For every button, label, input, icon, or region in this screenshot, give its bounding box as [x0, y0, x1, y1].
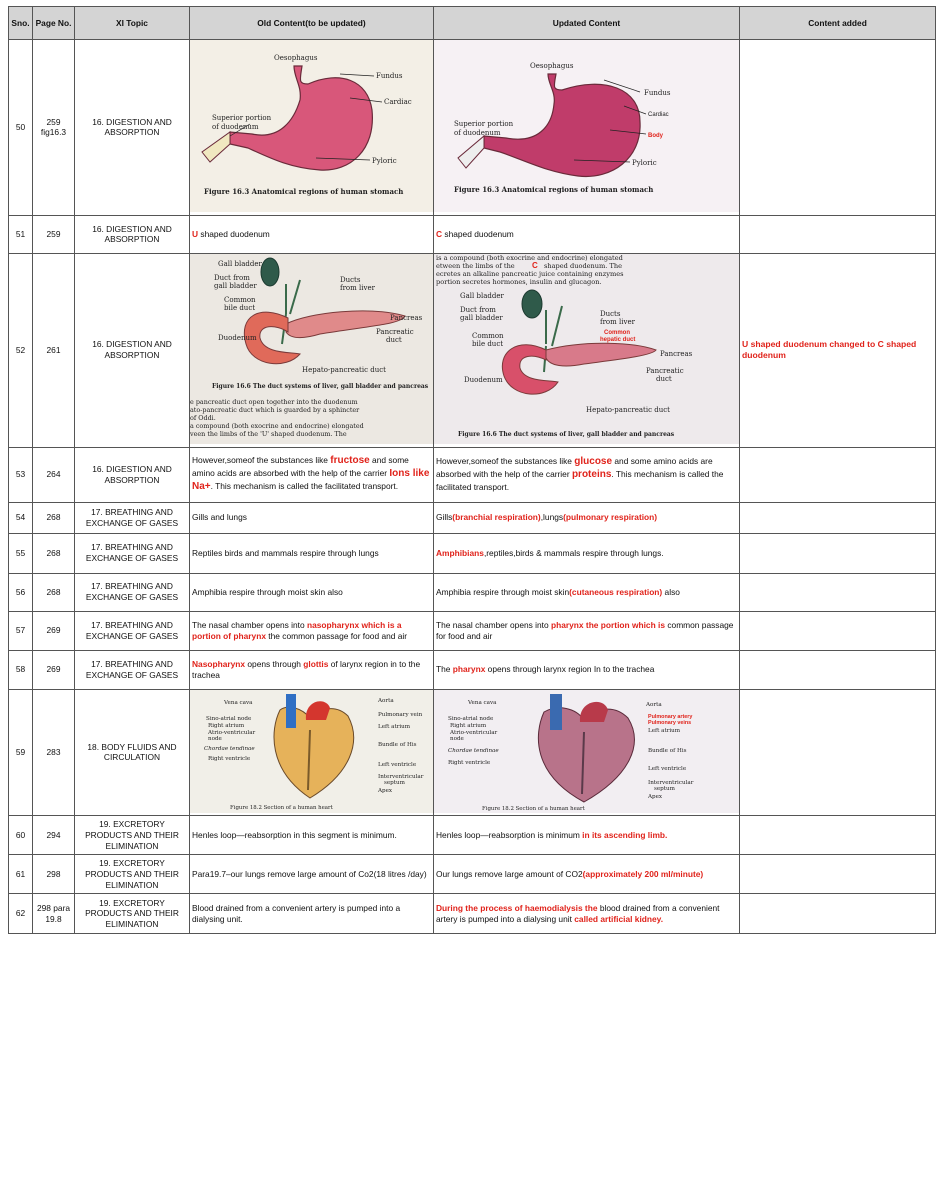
figure-caption: Figure 16.3 Anatomical regions of human stomach [204, 187, 404, 196]
svg-text:Ducts: Ducts [600, 309, 621, 318]
svg-text:Apex: Apex [378, 787, 393, 794]
content-added-cell [740, 611, 936, 650]
old-content-cell [190, 40, 434, 216]
svg-text:ato-pancreatic duct which is g: ato-pancreatic duct which is guarded by a sphincter [190, 405, 360, 414]
topic-cell: 19. EXCRETORY PRODUCTS AND THEIR ELIMINATION [75, 816, 190, 855]
table-row [9, 447, 936, 502]
sno-cell: 61 [9, 855, 33, 894]
table-row [9, 816, 936, 855]
svg-text:Sino-atrial node: Sino-atrial node [206, 715, 252, 722]
old-content-cell: Gills and lungs [190, 502, 434, 533]
updated-content-cell: Amphibia respire through moist skin(cutaneous respiration) also [434, 573, 740, 611]
svg-text:Figure 18.2 Section of a human: Figure 18.2 Section of a human heart [482, 805, 585, 812]
topic-cell: 19. EXCRETORY PRODUCTS AND THEIR ELIMINATION [75, 894, 190, 934]
svg-text:Left ventricle: Left ventricle [378, 761, 417, 768]
svg-text:Hepato-pancreatic duct: Hepato-pancreatic duct [302, 365, 386, 374]
old-content-cell: However,someof the substances like fructose and some amino acids are absorbed with the help of the carrier Ions like Na+. This mechanism is called the facilitated transport. [190, 447, 434, 502]
topic-cell: 16. DIGESTION AND ABSORPTION [75, 215, 190, 253]
svg-text:duct: duct [656, 374, 672, 383]
svg-text:Gall bladder: Gall bladder [218, 259, 262, 268]
updated-content-cell [434, 40, 740, 216]
svg-text:from liver: from liver [600, 317, 635, 326]
old-content-cell: Amphibia respire through moist skin also [190, 573, 434, 611]
label-pyloric: Pyloric [632, 159, 657, 167]
svg-text:Bundle of His: Bundle of His [648, 747, 687, 754]
svg-text:septum: septum [654, 785, 675, 792]
svg-text:Interventricular: Interventricular [378, 773, 424, 780]
content-added-cell [740, 533, 936, 573]
old-content-cell [190, 689, 434, 816]
duct-system-diagram [434, 254, 739, 444]
duct-figure-new [434, 254, 739, 447]
svg-text:Right ventricle: Right ventricle [448, 759, 491, 766]
sno-cell: 50 [9, 40, 33, 216]
svg-text:Right atrium: Right atrium [208, 722, 245, 729]
page-cell: 269 [33, 611, 75, 650]
header-sno: Sno. [9, 7, 33, 40]
content-added-cell [740, 215, 936, 253]
content-added-cell [740, 855, 936, 894]
stomach-figure-old [190, 40, 433, 215]
svg-text:duct: duct [386, 335, 402, 344]
updated-content-cell: Our lungs remove large amount of CO2(approximately 200 ml/minute) [434, 855, 740, 894]
topic-cell: 17. BREATHING AND EXCHANGE OF GASES [75, 573, 190, 611]
svg-text:Pancreas: Pancreas [660, 349, 693, 358]
updated-content-cell [434, 253, 740, 447]
header-updated-content: Updated Content [434, 7, 740, 40]
label-cardiac: Cardiac [648, 112, 669, 118]
header-old-content: Old Content(to be updated) [190, 7, 434, 40]
updated-content-cell: However,someof the substances like glucose and some amino acids are absorbed with the help of the carrier proteins. This mechanism is called the facilitated transport. [434, 447, 740, 502]
sno-cell: 52 [9, 253, 33, 447]
table-row [9, 502, 936, 533]
svg-text:Common: Common [472, 331, 504, 340]
heart-section-diagram [434, 690, 739, 813]
svg-text:Duct from: Duct from [460, 305, 496, 314]
updated-content-cell: The nasal chamber opens into pharynx the portion which is common passage for food and air [434, 611, 740, 650]
svg-text:Left atrium: Left atrium [378, 723, 411, 730]
svg-text:node: node [450, 735, 464, 742]
table-row [9, 573, 936, 611]
svg-text:Atrio-ventricular: Atrio-ventricular [208, 729, 256, 736]
label-superior-portion: Superior portion [212, 114, 272, 122]
svg-text:Interventricular: Interventricular [648, 779, 694, 786]
label-of-duodenum: of duodenum [212, 123, 259, 131]
old-content-cell [190, 253, 434, 447]
page-cell: 298 [33, 855, 75, 894]
svg-text:hepatic duct: hepatic duct [600, 336, 636, 343]
table-row [9, 533, 936, 573]
svg-text:of Oddi.: of Oddi. [190, 413, 216, 422]
topic-cell: 17. BREATHING AND EXCHANGE OF GASES [75, 502, 190, 533]
page-cell: 259 [33, 215, 75, 253]
stomach-figure-new [434, 40, 739, 215]
duct-figure-old [190, 254, 433, 447]
svg-text:Gall bladder: Gall bladder [460, 291, 504, 300]
topic-cell: 16. DIGESTION AND ABSORPTION [75, 40, 190, 216]
svg-text:Pulmonary artery: Pulmonary artery [648, 713, 693, 720]
svg-text:Pancreatic: Pancreatic [646, 366, 684, 375]
topic-cell: 17. BREATHING AND EXCHANGE OF GASES [75, 650, 190, 689]
svg-text:Pancreas: Pancreas [390, 313, 423, 322]
content-added-cell [740, 816, 936, 855]
content-added-cell [740, 650, 936, 689]
heart-section-diagram [190, 690, 433, 813]
content-added-cell [740, 447, 936, 502]
content-added-cell [740, 502, 936, 533]
svg-text:Atrio-ventricular: Atrio-ventricular [450, 729, 498, 736]
table-row [9, 650, 936, 689]
svg-text:gall bladder: gall bladder [214, 281, 257, 290]
page-cell: 298 para 19.8 [33, 894, 75, 934]
page-cell: 268 [33, 502, 75, 533]
header-content-added: Content added [740, 7, 936, 40]
heart-figure-old [190, 690, 433, 816]
content-added-cell: U shaped duodenum changed to C shaped duodenum [740, 253, 936, 447]
svg-text:node: node [208, 735, 222, 742]
svg-text:Right atrium: Right atrium [450, 722, 487, 729]
updated-content-cell: Amphibians,reptiles,birds & mammals respire through lungs. [434, 533, 740, 573]
content-added-cell [740, 40, 936, 216]
label-oesophagus: Oesophagus [530, 62, 574, 70]
svg-text:Vena cava: Vena cava [224, 699, 253, 706]
svg-text:Duodenum: Duodenum [464, 375, 503, 384]
old-content-cell: Henles loop—reabsorption in this segment is minimum. [190, 816, 434, 855]
svg-text:Bundle of His: Bundle of His [378, 741, 417, 748]
svg-text:Figure 18.2 Section of a human: Figure 18.2 Section of a human heart [230, 804, 333, 811]
table-row [9, 894, 936, 934]
updated-content-cell: Henles loop—reabsorption is minimum in its ascending limb. [434, 816, 740, 855]
svg-text:from liver: from liver [340, 283, 375, 292]
updated-content-cell [434, 689, 740, 816]
old-content-cell: Para19.7–our lungs remove large amount of Co2(18 litres /day) [190, 855, 434, 894]
svg-text:Chordae tendinae: Chordae tendinae [448, 747, 499, 754]
svg-text:Common: Common [224, 295, 256, 304]
svg-text:ecretes an alkaline pancreatic: ecretes an alkaline pancreatic juice containing enzymes [436, 269, 624, 278]
svg-text:Chordae tendinae: Chordae tendinae [204, 745, 255, 752]
header-page: Page No. [33, 7, 75, 40]
svg-text:Common: Common [604, 329, 630, 336]
page-cell: 294 [33, 816, 75, 855]
sno-cell: 55 [9, 533, 33, 573]
updated-content-cell: Gills(branchial respiration),lungs(pulmonary respiration) [434, 502, 740, 533]
sno-cell: 51 [9, 215, 33, 253]
sno-cell: 57 [9, 611, 33, 650]
content-added-cell [740, 573, 936, 611]
svg-text:Figure 16.6 The duct systems o: Figure 16.6 The duct systems of liver, gall bladder and pancreas [212, 382, 429, 390]
svg-text:gall bladder: gall bladder [460, 313, 503, 322]
content-update-table [8, 6, 936, 934]
label-pyloric: Pyloric [372, 157, 397, 165]
svg-text:portion secretes hormones, ins: portion secretes hormones, insulin and glucagon. [436, 277, 602, 286]
heart-figure-new [434, 690, 739, 816]
page-cell: 259 fig16.3 [33, 40, 75, 216]
svg-text:Pulmonary veins: Pulmonary veins [648, 719, 692, 726]
page-cell: 261 [33, 253, 75, 447]
sno-cell: 60 [9, 816, 33, 855]
old-content-cell: The nasal chamber opens into nasopharynx which is a portion of pharynx the common passage for food and air [190, 611, 434, 650]
svg-text:is a compound (both exocrine a: is a compound (both exocrine and endocrine) elongated [436, 253, 623, 262]
label-oesophagus: Oesophagus [274, 54, 318, 62]
svg-text:a compound (both exocrine and: a compound (both exocrine and endocrine) elongated [190, 421, 364, 430]
svg-text:veen the limbs of the 'U' shap: veen the limbs of the 'U' shaped duodenum. The [190, 429, 347, 438]
svg-text:etween the limbs of the: etween the limbs of the [436, 261, 515, 270]
svg-text:Duct from: Duct from [214, 273, 250, 282]
updated-content-cell: During the process of haemodialysis the blood drained from a convenient artery is pumped into a dialysing unit called artificial kidney. [434, 894, 740, 934]
stomach-diagram [434, 40, 739, 212]
svg-text:Ducts: Ducts [340, 275, 361, 284]
svg-text:bile duct: bile duct [472, 339, 504, 348]
svg-text:Sino-atrial node: Sino-atrial node [448, 715, 494, 722]
sno-cell: 53 [9, 447, 33, 502]
label-fundus: Fundus [376, 72, 403, 80]
table-row [9, 253, 936, 447]
sno-cell: 56 [9, 573, 33, 611]
table-row [9, 215, 936, 253]
old-content-cell: Reptiles birds and mammals respire through lungs [190, 533, 434, 573]
figure-caption: Figure 16.3 Anatomical regions of human stomach [454, 185, 654, 194]
topic-cell: 19. EXCRETORY PRODUCTS AND THEIR ELIMINATION [75, 855, 190, 894]
svg-text:C: C [532, 260, 538, 270]
topic-cell: 17. BREATHING AND EXCHANGE OF GASES [75, 533, 190, 573]
label-cardiac: Cardiac [384, 98, 412, 106]
label-superior-portion: Superior portion [454, 120, 514, 128]
svg-text:Aorta: Aorta [646, 701, 662, 708]
old-content-cell: Nasopharynx opens through glottis of larynx region in to the trachea [190, 650, 434, 689]
header-row [9, 7, 936, 40]
svg-text:Pancreatic: Pancreatic [376, 327, 414, 336]
topic-cell: 18. BODY FLUIDS AND CIRCULATION [75, 689, 190, 816]
svg-text:Vena cava: Vena cava [468, 699, 497, 706]
svg-text:Aorta: Aorta [378, 697, 394, 704]
page-cell: 264 [33, 447, 75, 502]
label-fundus: Fundus [644, 89, 671, 97]
table-row [9, 689, 936, 816]
svg-text:Left ventricle: Left ventricle [648, 765, 687, 772]
duct-system-diagram [190, 254, 433, 444]
table-row [9, 40, 936, 216]
topic-cell: 16. DIGESTION AND ABSORPTION [75, 253, 190, 447]
svg-text:shaped duodenum. The: shaped duodenum. The [544, 261, 623, 270]
updated-content-cell: C shaped duodenum [434, 215, 740, 253]
content-added-cell [740, 894, 936, 934]
sno-cell: 58 [9, 650, 33, 689]
old-content-cell: U shaped duodenum [190, 215, 434, 253]
page-cell: 268 [33, 573, 75, 611]
page-cell: 269 [33, 650, 75, 689]
label-body: Body [648, 133, 663, 139]
svg-text:Right ventricle: Right ventricle [208, 755, 251, 762]
sno-cell: 59 [9, 689, 33, 816]
svg-text:Left atrium: Left atrium [648, 727, 681, 734]
page-cell: 283 [33, 689, 75, 816]
svg-text:Pulmonary vein: Pulmonary vein [378, 711, 423, 718]
table-row [9, 611, 936, 650]
header-topic: XI Topic [75, 7, 190, 40]
svg-text:e pancreatic duct open togethe: e pancreatic duct open together into the duodenum [190, 397, 358, 406]
content-added-cell [740, 689, 936, 816]
topic-cell: 16. DIGESTION AND ABSORPTION [75, 447, 190, 502]
sno-cell: 62 [9, 894, 33, 934]
topic-cell: 17. BREATHING AND EXCHANGE OF GASES [75, 611, 190, 650]
svg-text:Duodenum: Duodenum [218, 333, 257, 342]
svg-text:Apex: Apex [648, 793, 663, 800]
svg-text:Figure 16.6 The duct systems o: Figure 16.6 The duct systems of liver, gall bladder and pancreas [458, 430, 675, 438]
updated-content-cell: The pharynx opens through larynx region In to the trachea [434, 650, 740, 689]
old-content-cell: Blood drained from a convenient artery is pumped into a dialysing unit. [190, 894, 434, 934]
page-cell: 268 [33, 533, 75, 573]
svg-text:Hepato-pancreatic duct: Hepato-pancreatic duct [586, 405, 670, 414]
table-row [9, 855, 936, 894]
label-of-duodenum: of duodenum [454, 129, 501, 137]
stomach-diagram [190, 40, 433, 212]
sno-cell: 54 [9, 502, 33, 533]
svg-text:bile duct: bile duct [224, 303, 256, 312]
svg-text:septum: septum [384, 779, 405, 786]
